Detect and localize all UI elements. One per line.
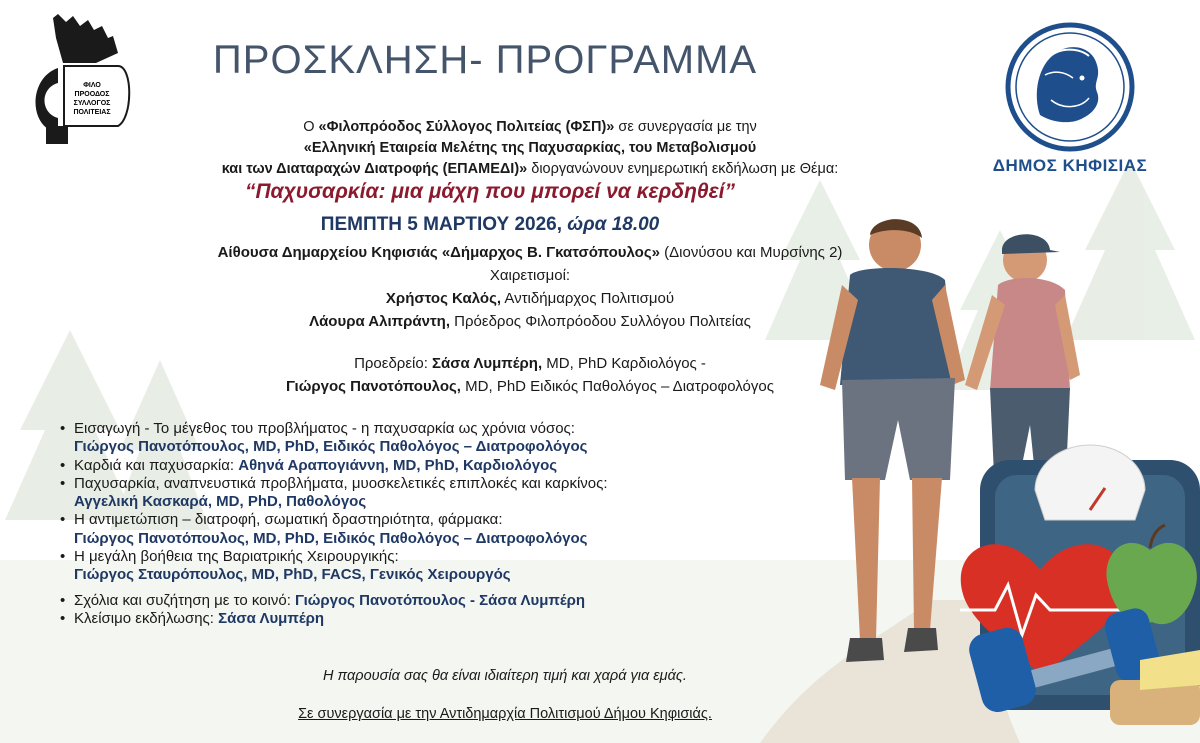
list-item [60,610,840,628]
program-speaker: Γιώργος Πανοτόπουλος - Σάσα Λυμπέρη [295,591,586,609]
logo-left-line-3: ΣΥΛΛΟΓΟΣ [73,100,111,107]
intro-line-1 [0,117,1060,137]
venue-hall-name: «Δήμαρχος Β. Γκατσόπουλος» [441,244,660,261]
event-date-text: ΠΕΜΠΤΗ 5 ΜΑΡΤΙΟΥ 2026, [320,214,562,235]
bullet: • [60,420,66,437]
intro-text: Ο [303,119,319,135]
presidium-line-2 [0,377,1060,397]
presidium-role: MD, PhD Καρδιολόγος - [542,355,706,372]
bullet: • [60,609,66,627]
partnership-note: Σε συνεργασία με την Αντιδημαρχία Πολιτισμού Δήμου Κηφισιάς. [298,706,712,722]
list-item [60,457,840,475]
intro-line-2: «Ελληνική Εταιρεία Μελέτης της Παχυσαρκίας, του Μεταβολισμού [303,140,757,156]
list-item [60,592,840,610]
program-topic: Εισαγωγή - Το μέγεθος του προβλήματος - η παχυσαρκία ως χρόνια νόσος: [74,420,575,437]
page-title: ΠΡΟΣΚΛΗΣΗ- ΠΡΟΓΡΑΜΜΑ [212,38,758,82]
presidium-role: MD, PhD Ειδικός Παθολόγος – Διατροφολόγος [460,378,774,395]
program-speaker: Γιώργος Πανοτόπουλος, MD, PhD, Ειδικός Παθολόγος – Διατροφολόγος [74,529,588,547]
greetings-label: Χαιρετισμοί: [489,267,571,284]
greeting-name: Χρήστος Καλός, [385,290,502,307]
program-speaker: Γιώργος Πανοτόπουλος, MD, PhD, Ειδικός Παθολόγος – Διατροφολόγος [74,438,588,456]
event-date [0,214,980,236]
venue-text: Αίθουσα Δημαρχείου Κηφισιάς [217,244,442,261]
intro-line-3 [0,159,1060,179]
list-item [60,511,840,529]
program-topic: Παχυσαρκία, αναπνευστικά προβλήματα, μυοσκελετικές επιπλοκές και καρκίνος: [74,474,608,492]
program-topic: Η αντιμετώπιση – διατροφή, σωματική δραστηριότητα, φάρμακα: [74,511,503,529]
intro-text: διοργανώνουν ενημερωτική εκδήλωση με Θέμα: [527,161,839,177]
program-speaker: Αγγελική Κασκαρά, MD, PhD, Παθολόγος [74,493,367,511]
event-time: ώρα 18.00 [562,214,660,235]
program-topic: Καρδιά και παχυσαρκία: [74,456,239,474]
presidium-name: Σάσα Λυμπέρη, [432,355,543,372]
event-venue [0,243,1060,263]
greeting-person [0,312,1060,332]
venue-address: (Διονύσου και Μυρσίνης 2) [659,244,843,261]
intro-text: σε συνεργασία με την [614,119,757,135]
greeting-person [0,289,1060,309]
list-item [60,420,840,438]
co-organizer-name: και των Διαταραχών Διατροφής (ΕΠΑΜΕΔΙ)» [221,161,528,177]
closing-note: Η παρουσία σας θα είναι ιδιαίτερη τιμή και χαρά για εμάς. [323,668,687,684]
event-theme: “Παχυσαρκία: μια μάχη που μπορεί να κερδηθεί” [244,180,736,203]
program-speaker: Σάσα Λυμπέρη [218,609,325,627]
program-topic: Η μεγάλη βοήθεια της Βαριατρικής Χειρουργικής: [74,548,399,566]
greeting-name: Λάουρα Αλιπράντη, [309,313,451,330]
program-topic: Σχόλια και συζήτηση με το κοινό: [74,591,296,609]
program-speaker: Γιώργος Σταυρόπουλος, MD, PhD, FACS, Γενικός Χειρουργός [74,566,511,584]
logo-left-line-4: ΠΟΛΙΤΕΙΑΣ [73,109,111,116]
list-item [60,548,840,566]
presidium-name: Γιώργος Πανοτόπουλος, [286,378,461,395]
program-topic: Κλείσιμο εκδήλωσης: [74,609,219,627]
presidium-label: Προεδρείο: [354,355,433,372]
bullet: • [60,456,66,474]
bullet: • [60,548,66,566]
list-item [60,475,840,493]
municipality-name: ΔΗΜΟΣ ΚΗΦΙΣΙΑΣ [992,156,1148,175]
program-list [60,420,840,628]
greeting-role: Αντιδήμαρχος Πολιτισμού [501,290,675,307]
bullet: • [60,511,66,529]
program-speaker: Αθηνά Αραπογιάννη, MD, PhD, Καρδιολόγος [238,456,558,474]
presidium-line-1 [0,354,1060,374]
bullet: • [60,591,66,609]
logo-left-line-1: ΦΙΛΟ [83,82,101,89]
logo-left-line-2: ΠΡΟΟΔΟΣ [74,91,110,98]
bullet: • [60,474,66,492]
greeting-role: Πρόεδρος Φιλοπρόοδου Συλλόγου Πολιτείας [450,313,751,330]
organizer-name: «Φιλοπρόοδος Σύλλογος Πολιτείας (ΦΣΠ)» [318,119,615,135]
